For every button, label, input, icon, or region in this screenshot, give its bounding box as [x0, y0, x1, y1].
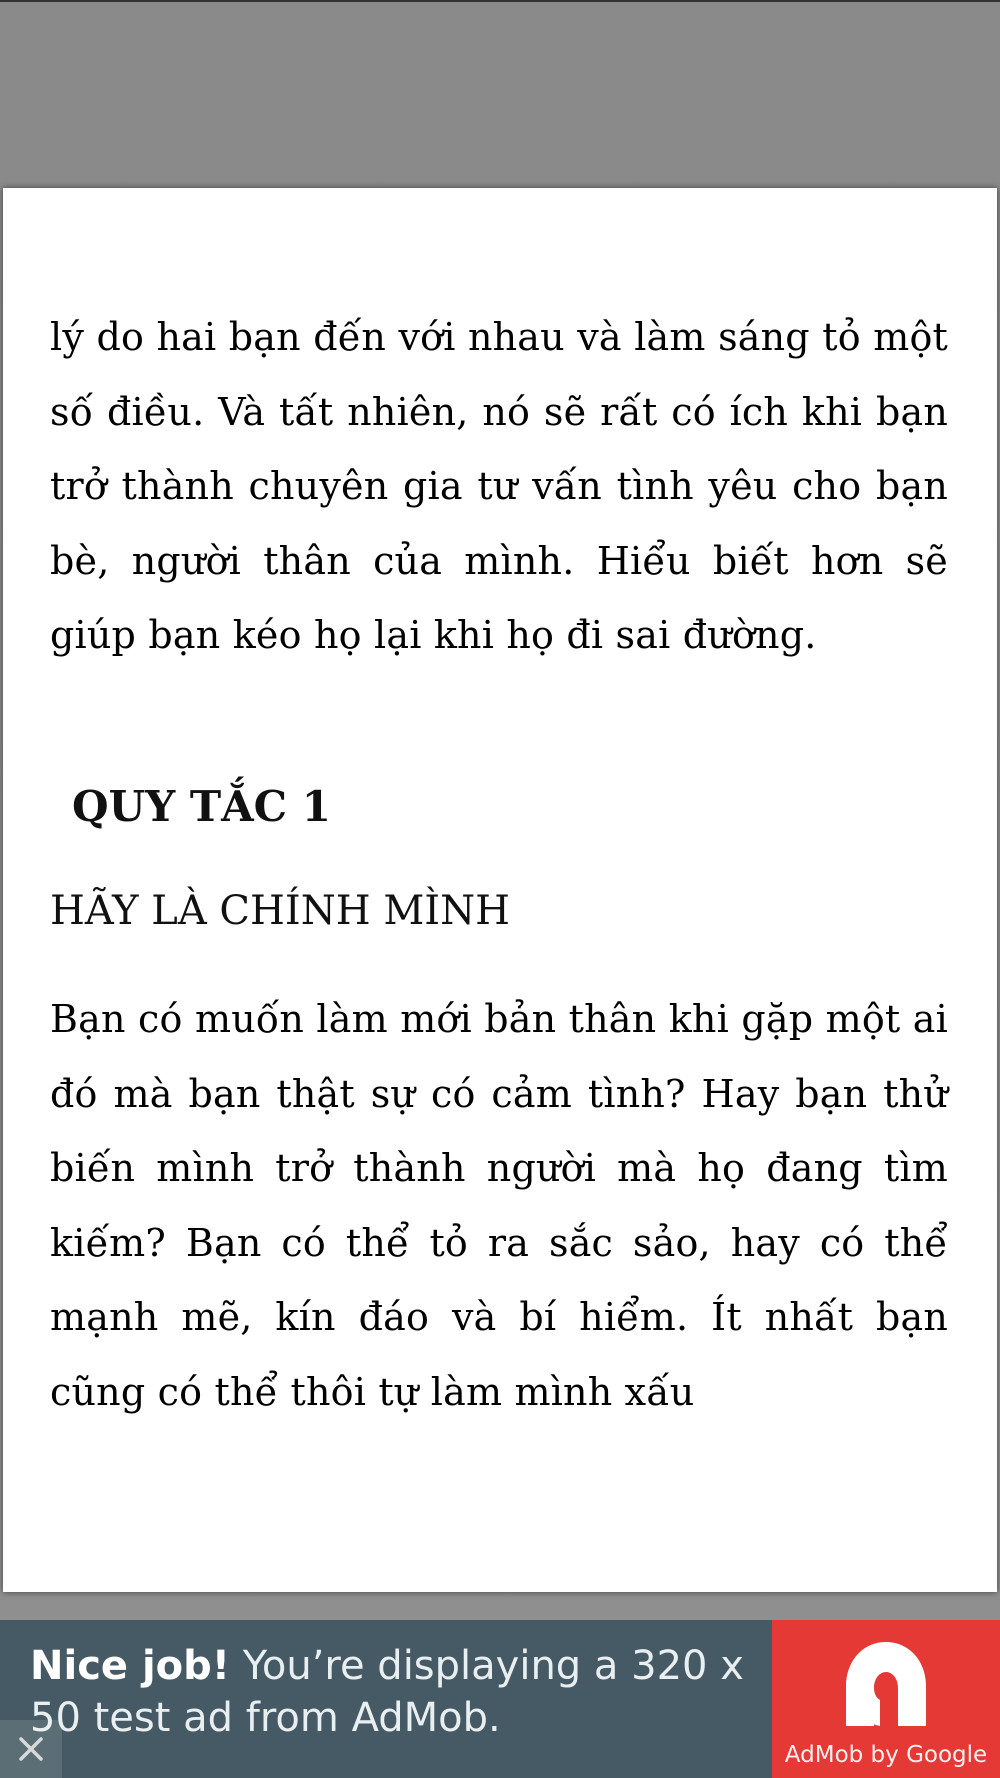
rule-subheading: HÃY LÀ CHÍNH MÌNH: [50, 888, 510, 934]
ad-close-button[interactable]: [0, 1720, 62, 1778]
body-paragraph: Bạn có muốn làm mới bản thân khi gặp một ai đó mà bạn thật sự có cảm tình? Hay bạn thử biến mình trở thành người mà họ đang tìm kiếm? Bạn có thể tỏ ra sắc sảo, hay có thể mạnh mẽ, kín đáo và bí hiểm. Ít nhất bạn cũng có thể thôi tự làm mình xấu: [50, 997, 948, 1414]
admob-logo-text: AdMob by Google: [784, 1742, 988, 1768]
admob-logo[interactable]: [772, 1620, 1000, 1778]
rule-heading: QUY TẮC 1: [72, 782, 331, 831]
close-icon: [17, 1735, 45, 1763]
admob-logo-icon: [834, 1632, 938, 1736]
ad-headline-strong: Nice job!: [30, 1643, 231, 1689]
ad-banner[interactable]: [0, 1620, 1000, 1778]
body-paragraph: lý do hai bạn đến với nhau và làm sáng tỏ một số điều. Và tất nhiên, nó sẽ rất có ích khi bạn trở thành chuyên gia tư vấn tình yêu cho bạn bè, người thân của mình. Hiểu biết hơn sẽ giúp bạn kéo họ lại khi họ đi sai đường.: [50, 315, 948, 657]
ad-headline: You’re displaying a 320 x 50 test ad from AdMob.: [30, 1643, 744, 1741]
ad-text[interactable]: [30, 1640, 760, 1744]
